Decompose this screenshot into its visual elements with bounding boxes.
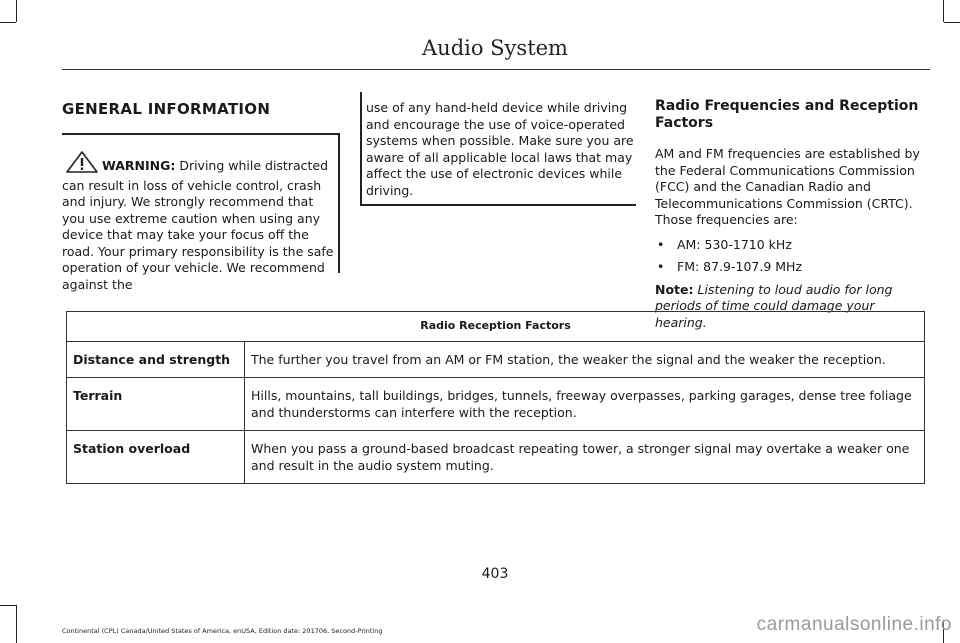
table-cell-factor: Distance and strength: [67, 342, 245, 378]
page-number: 403: [481, 566, 509, 582]
table-caption: Radio Reception Factors: [67, 312, 924, 342]
edition-footer: Continental (CPL) Canada/United States of America, enUSA, Edition date: 201706, Second-Printing: [62, 627, 383, 635]
table-cell-factor: Station overload: [67, 431, 245, 483]
warning-box-continued: [360, 92, 636, 206]
crop-mark: [16, 0, 17, 22]
section-heading: GENERAL INFORMATION: [62, 100, 271, 118]
crop-mark: [0, 605, 16, 606]
note-text: Listening to loud audio for long periods of time could damage your hearing.: [655, 281, 893, 330]
warning-triangle-icon: [66, 151, 98, 178]
radio-info-column: [655, 98, 930, 339]
table-cell-description: The further you travel from an AM or FM station, the weaker the signal and the weaker the reception.: [251, 351, 886, 367]
radio-info-paragraph: AM and FM frequencies are established by the Federal Communications Commission (FCC) and the Canadian Radio and Telecommunications Commission (CRTC). Those frequencies are:: [655, 146, 920, 227]
reception-factors-table: [66, 311, 925, 484]
crop-mark: [943, 0, 944, 22]
crop-mark: [16, 605, 17, 643]
list-item: • AM: 530-1710 kHz: [655, 237, 930, 254]
table-cell-description: When you pass a ground-based broadcast repeating tower, a stronger signal may overtake a weaker one and result in the audio system muting.: [251, 441, 910, 473]
warning-text-continued: use of any hand-held device while driving and encourage the use of voice-operated systems when possible. Make sure you are aware of all applicable local laws that may affect the use of electronic devices while driving.: [366, 100, 634, 198]
table-cell-factor: Terrain: [67, 378, 245, 430]
table-cell-description: Hills, mountains, tall buildings, bridges, tunnels, freeway overpasses, parking garages, dense tree foliage and thunderstorms can interfere with the reception.: [251, 388, 912, 420]
frequency-list: [655, 237, 930, 276]
table-row: [67, 431, 924, 483]
crop-mark: [0, 22, 16, 23]
crop-mark: [944, 22, 960, 23]
table-row: [67, 342, 924, 379]
radio-info-heading: Radio Frequencies and Reception Factors: [655, 98, 919, 131]
list-item: • FM: 87.9-107.9 MHz: [655, 259, 930, 276]
warning-label: WARNING:: [101, 158, 176, 173]
title-divider: [62, 69, 930, 70]
table-row: [67, 378, 924, 431]
note-label: Note:: [655, 281, 694, 297]
warning-box: [62, 133, 340, 292]
warning-text: Driving while distracted can result in loss of vehicle control, crash and injury. We strongly recommend that you use extreme caution when using any device that may take your focus off the road. Your primary responsibility is the safe operation of your vehicle. We recommend against the: [62, 158, 334, 292]
page-title: Audio System: [422, 36, 568, 60]
watermark-link[interactable]: carmanualsonline.info: [756, 614, 952, 635]
